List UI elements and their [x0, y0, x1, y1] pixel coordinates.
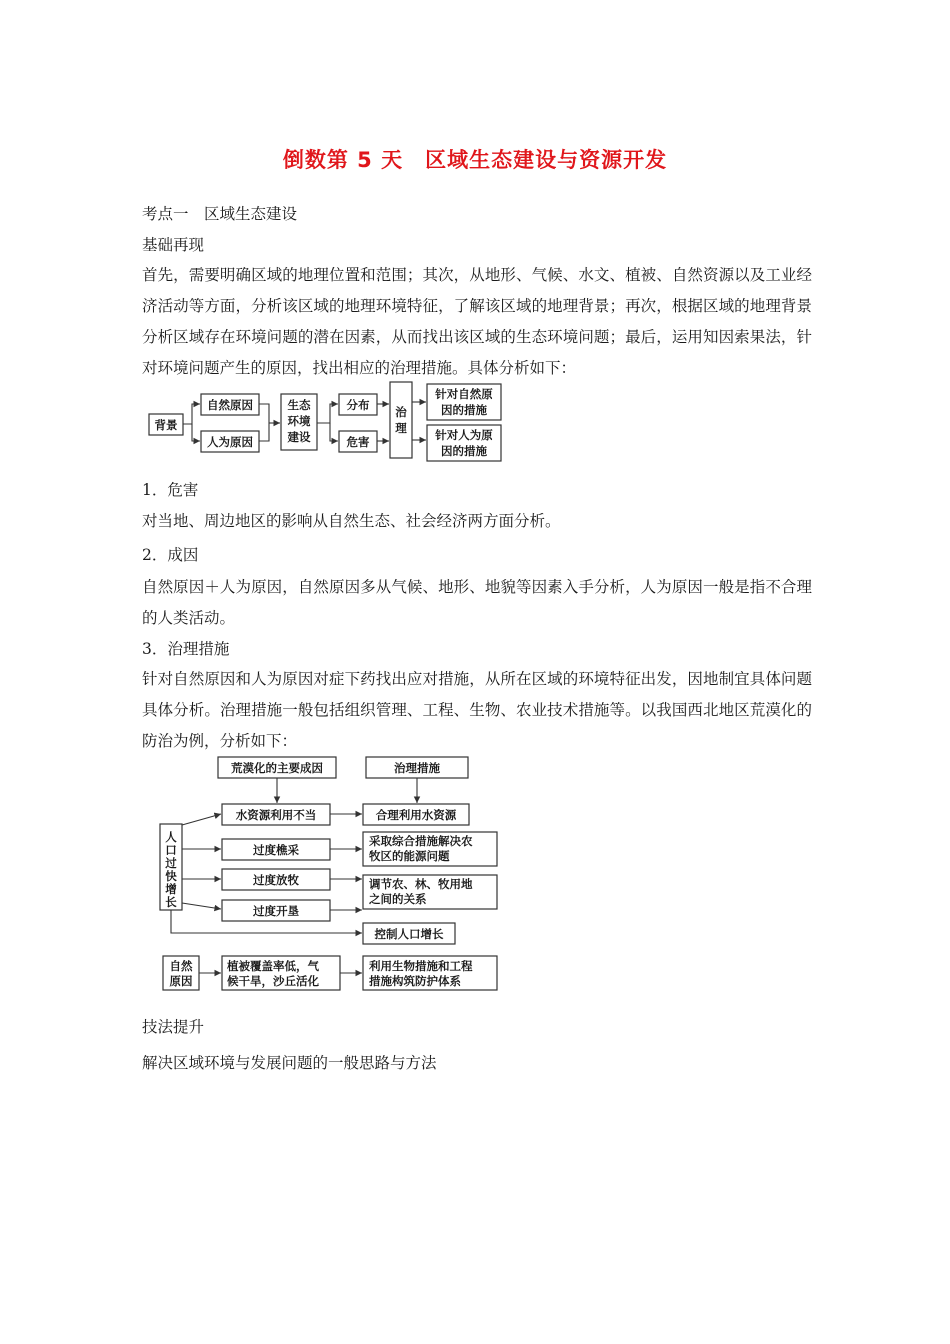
- harm-label: 危害: [346, 435, 370, 449]
- natural-measure-label-1: 针对自然原: [435, 387, 493, 401]
- section-heading: 考点一 区域生态建设: [142, 205, 298, 223]
- natural-cause-label: 自然原因: [207, 398, 253, 412]
- population-char: 长: [165, 895, 177, 909]
- natural-desc-2: 候干旱，沙丘活化: [227, 974, 319, 988]
- desertification-flowchart: [155, 753, 505, 998]
- subheading-basics: 基础再现: [142, 236, 205, 254]
- item1-title: 1．危害: [142, 481, 199, 499]
- item2-text: 自然原因＋人为原因，自然原因多从气候、地形、地貌等因素入手分析，人为原因一般是指不合理的人类活动。: [142, 578, 812, 627]
- cause-water: 水资源利用不当: [235, 808, 317, 822]
- cause-reclamation: 过度开垦: [253, 904, 299, 918]
- closing-line: 解决区域环境与发展问题的一般思路与方法: [142, 1054, 437, 1072]
- item2-title: 2．成因: [142, 546, 199, 564]
- natural-label-2: 原因: [169, 974, 193, 988]
- item3-title: 3．治理措施: [142, 640, 230, 658]
- cause-grazing: 过度放牧: [253, 873, 299, 887]
- cause-logging: 过度樵采: [253, 843, 299, 857]
- page-title: 倒数第 5 天 区域生态建设与资源开发: [282, 148, 668, 172]
- subheading-skills: 技法提升: [142, 1018, 205, 1036]
- eco-label-3: 建设: [287, 430, 311, 444]
- measure-landuse-1: 调节农、林、牧用地: [369, 877, 473, 891]
- natural-desc-1: 植被覆盖率低，气: [227, 959, 319, 973]
- governance-box: [390, 382, 412, 458]
- human-measure-label-2: 因的措施: [441, 444, 487, 458]
- measure-landuse-2: 之间的关系: [369, 892, 427, 906]
- eco-label-2: 环境: [287, 414, 311, 428]
- intro-paragraph: 首先，需要明确区域的地理位置和范围；其次，从地形、气候、水文、植被、自然资源以及工业经济活动等方面，分析该区域的地理环境特征，了解该区域的地理背景；再次，根据区域的地理背景分析区域存在环境问题的潜在因素，从而找出该区域的生态环境问题；最后，运用知因索果法，针对环境问题产生的原因，找出相应的治理措施。具体分析如下：: [142, 266, 812, 377]
- human-cause-label: 人为原因: [207, 435, 253, 449]
- governance-label-1: 治: [395, 405, 407, 419]
- population-char: 快: [165, 869, 177, 883]
- population-char: 口: [165, 843, 177, 857]
- background-label: 背景: [154, 418, 178, 432]
- natural-measure-1: 利用生物措施和工程: [369, 959, 473, 973]
- measure-population: 控制人口增长: [374, 927, 444, 941]
- natural-measure-label-2: 因的措施: [441, 403, 487, 417]
- eco-label-1: 生态: [287, 398, 311, 412]
- population-char: 增: [165, 882, 177, 896]
- measure-energy-1: 采取综合措施解决农: [369, 834, 473, 848]
- measures-header: 治理措施: [394, 761, 440, 775]
- eco-construction-flowchart: [140, 378, 510, 468]
- human-measure-label-1: 针对人为原: [435, 428, 493, 442]
- distribution-label: 分布: [346, 398, 370, 412]
- population-char: 人: [165, 830, 177, 844]
- population-char: 过: [165, 856, 177, 870]
- item1-text: 对当地、周边地区的影响从自然生态、社会经济两方面分析。: [142, 512, 561, 530]
- causes-header: 荒漠化的主要成因: [231, 761, 323, 775]
- measure-energy-2: 牧区的能源问题: [369, 849, 450, 863]
- governance-label-2: 理: [395, 421, 407, 435]
- natural-label-1: 自然: [169, 959, 193, 973]
- natural-measure-2: 措施构筑防护体系: [369, 974, 461, 988]
- measure-water: 合理利用水资源: [375, 808, 457, 822]
- item3-text: 针对自然原因和人为原因对症下药找出应对措施，从所在区域的环境特征出发，因地制宜具体问题具体分析。治理措施一般包括组织管理、工程、生物、农业技术措施等。以我国西北地区荒漠化的防治为例，分析如下：: [142, 670, 812, 750]
